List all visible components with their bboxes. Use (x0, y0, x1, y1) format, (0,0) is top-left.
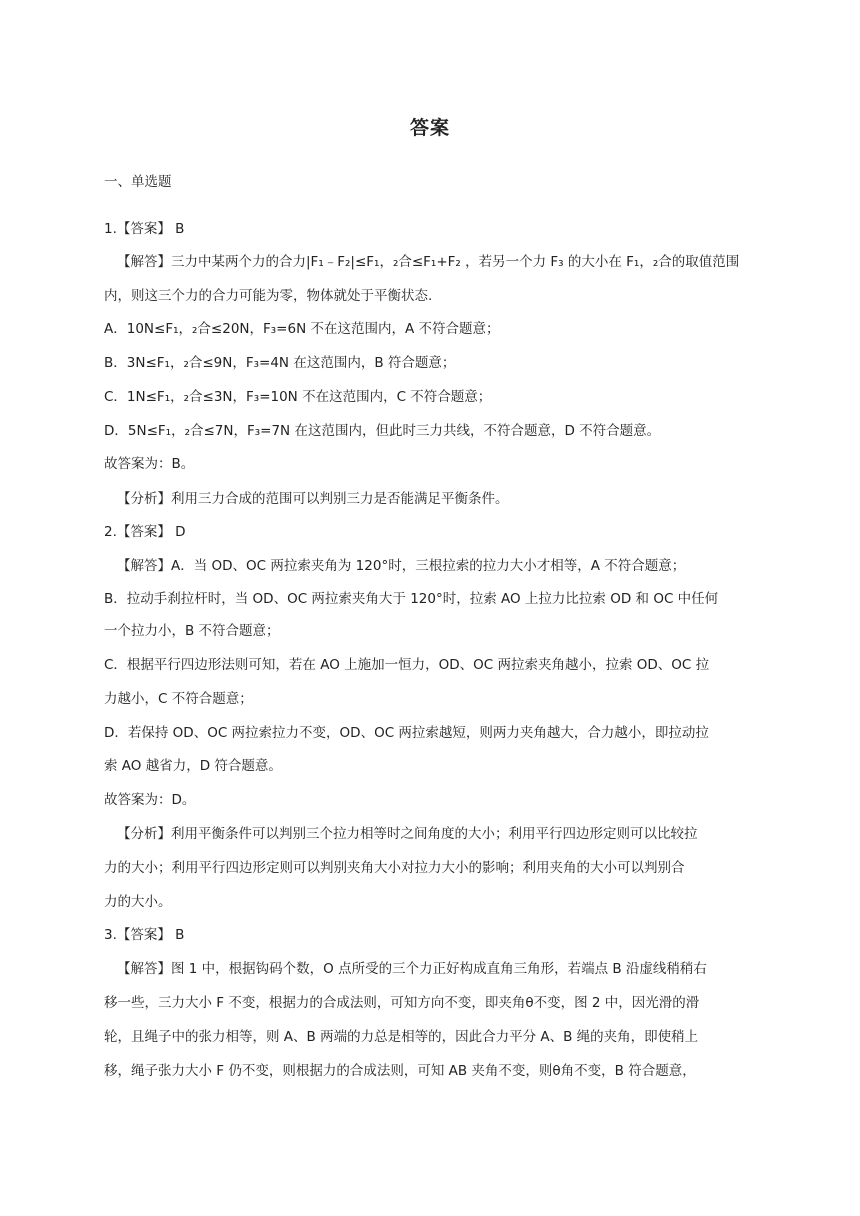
q1-line: 内，则这三个力的合力可能为零，物体就处于平衡状态. (104, 288, 433, 304)
q3-header: 3.【答案】 B (104, 927, 185, 943)
q1-line: 故答案为：B。 (104, 456, 195, 472)
q2-analysis: 力的大小。 (104, 894, 172, 910)
q3-line: 轮，且绳子中的张力相等，则 A、B 两端的力总是相等的，因此合力平分 A、B 绳的夹角，即使稍上 (104, 1029, 699, 1045)
q2-line: C．根据平行四边形法则可知，若在 AO 上施加一恒力，OD、OC 两拉索夹角越小，拉索 OD、OC 拉 (104, 657, 710, 673)
q1-header: 1.【答案】 B (104, 221, 185, 237)
page-title: 答案 (409, 117, 450, 139)
q3-line: 【解答】图 1 中，根据钩码个数，O 点所受的三个力正好构成直角三角形，若端点 B 沿虚线稍稍右 (117, 961, 707, 977)
q1-line: B．3N≤F₁，₂合≤9N，F₃=4N 在这范围内，B 符合题意； (104, 355, 456, 371)
q1-line: C．1N≤F₁，₂合≤3N，F₃=10N 不在这范围内，C 不符合题意； (104, 389, 492, 405)
q2-header: 2.【答案】 D (104, 524, 186, 540)
q1-line: D．5N≤F₁，₂合≤7N，F₃=7N 在这范围内，但此时三力共线，不符合题意，D 不符合题意。 (104, 423, 661, 439)
q1-analysis: 【分析】利用三力合成的范围可以判别三力是否能满足平衡条件。 (117, 491, 509, 507)
q1-line: 【解答】三力中某两个力的合力|F₁﹣F₂|≤F₁，₂合≤F₁+F₂ ，若另一个力 F₃ 的大小在 F₁，₂合的取值范围 (117, 254, 740, 270)
q2-line: 故答案为：D。 (104, 792, 196, 808)
q2-line: D．若保持 OD、OC 两拉索拉力不变，OD、OC 两拉索越短，则两力夹角越大，合力越小，即拉动拉 (104, 725, 709, 741)
q3-line: 移，绳子张力大小 F 仍不变，则根据力的合成法则，可知 AB 夹角不变，则θ角不变，B 符合题意， (104, 1063, 696, 1079)
q2-analysis: 力的大小；利用平行四边形定则可以判别夹角大小对拉力大小的影响；利用夹角的大小可以判别合 (104, 860, 685, 876)
section-heading: 一、单选题 (104, 174, 172, 190)
q2-line: 一个拉力小，B 不符合题意； (104, 623, 280, 639)
q2-line: 力越小，C 不符合题意； (104, 691, 253, 707)
q2-line: B．拉动手刹拉杆时，当 OD、OC 两拉索夹角大于 120°时，拉索 AO 上拉力比拉索 OD 和 OC 中任何 (104, 591, 719, 607)
q1-line: A．10N≤F₁，₂合≤20N，F₃=6N 不在这范围内，A 不符合题意； (104, 321, 500, 337)
q2-line: 【解答】A．当 OD、OC 两拉索夹角为 120°时，三根拉索的拉力大小才相等，A 不符合题意； (117, 558, 686, 574)
q2-analysis: 【分析】利用平衡条件可以判别三个拉力相等时之间角度的大小；利用平行四边形定则可以比较拉 (117, 826, 698, 842)
q3-line: 移一些，三力大小 F 不变，根据力的合成法则，可知方向不变，即夹角θ不变，图 2 中，因光滑的滑 (104, 995, 700, 1011)
q2-line: 索 AO 越省力，D 符合题意。 (104, 758, 282, 774)
